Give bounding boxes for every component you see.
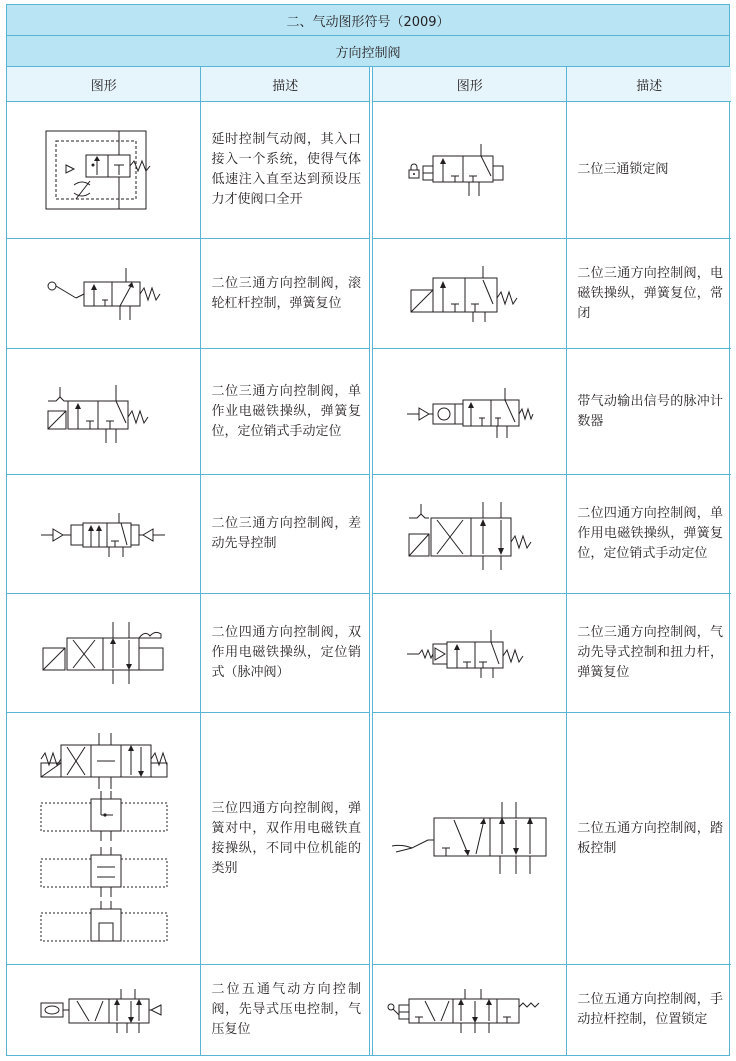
table-row (7, 349, 369, 475)
solenoid-detent-3-2-valve-symbol (44, 377, 164, 447)
table-row (373, 102, 731, 239)
right-table (372, 67, 731, 1055)
table-row (7, 594, 369, 713)
manual-lever-5-2-valve-symbol (385, 985, 555, 1035)
description-text: 二位三通方向控制阀，差动先导控制 (211, 516, 361, 551)
table-row (373, 349, 731, 475)
table-row (7, 965, 369, 1055)
description-text: 带气动输出信号的脉冲计数器 (577, 393, 723, 429)
description-column-header: 描述 (272, 78, 299, 94)
lockable-3-2-valve-symbol (405, 140, 535, 200)
solenoid-detent-4-2-valve-symbol (405, 494, 535, 574)
differential-pilot-3-2-valve-symbol (39, 509, 169, 559)
table-row (7, 713, 369, 965)
description-text: 二位五通方向控制阀，手动拉杆控制，位置锁定 (577, 992, 723, 1027)
description-text: 三位四通方向控制阀，弹簧对中，双作用电磁铁直接操纵，不同中位机能的类别 (211, 800, 361, 876)
description-text: 二位五通方向控制阀，踏板控制 (577, 820, 723, 856)
description-text: 二位四通方向控制阀，单作用电磁铁操纵，弹簧复位，定位销式手动定位 (577, 506, 723, 561)
symbol-table (6, 4, 730, 1056)
table-row (373, 594, 731, 713)
description-column-header: 描述 (636, 78, 663, 94)
spring-centered-4-3-valve-variants-symbol (39, 729, 169, 949)
description-text: 二位五通气动方向控制阀，先导式压电控制，气压复位 (211, 982, 361, 1037)
figure-column-header: 图形 (373, 67, 567, 101)
description-text: 延时控制气动阀，其入口接入一个系统，使得气体低速注入直至达到预设压力才使阀口全开 (211, 132, 361, 207)
description-text: 二位三通锁定阀 (577, 162, 669, 177)
description-text: 二位三通方向控制阀，气动先导式控制和扭力杆，弹簧复位 (577, 625, 723, 680)
piezo-pilot-5-2-valve-symbol (39, 985, 169, 1035)
table-row (373, 713, 731, 965)
table-row (7, 475, 369, 594)
double-solenoid-4-2-impulse-valve-symbol (39, 618, 169, 688)
table-row (373, 239, 731, 349)
left-table (7, 67, 370, 1055)
figure-column-header: 图形 (7, 67, 201, 101)
pedal-5-2-valve-symbol (390, 794, 550, 884)
section-title: 二、气动图形符号（2009） (7, 5, 729, 36)
table-row (7, 239, 369, 349)
solenoid-3-2-normally-closed-valve-symbol (405, 264, 535, 324)
category-title: 方向控制阀 (7, 36, 729, 67)
left-header-row (7, 67, 369, 102)
table-row (373, 475, 731, 594)
description-text: 二位四通方向控制阀，双作用电磁铁操纵，定位销式（脉冲阀） (211, 625, 361, 680)
table-row (7, 102, 369, 239)
pilot-torsion-3-2-valve-symbol (405, 628, 535, 678)
roller-lever-3-2-valve-symbol (44, 264, 164, 324)
right-header-row (373, 67, 731, 102)
pulse-counter-valve-symbol (405, 382, 535, 442)
description-text: 二位三通方向控制阀，单作业电磁铁操纵，弹簧复位，定位销式手动定位 (211, 383, 361, 439)
time-delay-pneumatic-valve-symbol (44, 125, 164, 215)
table-row (373, 965, 731, 1055)
description-text: 二位三通方向控制阀，滚轮杠杆控制，弹簧复位 (211, 275, 361, 311)
description-text: 二位三通方向控制阀，电磁铁操纵，弹簧复位，常闭 (577, 265, 723, 321)
